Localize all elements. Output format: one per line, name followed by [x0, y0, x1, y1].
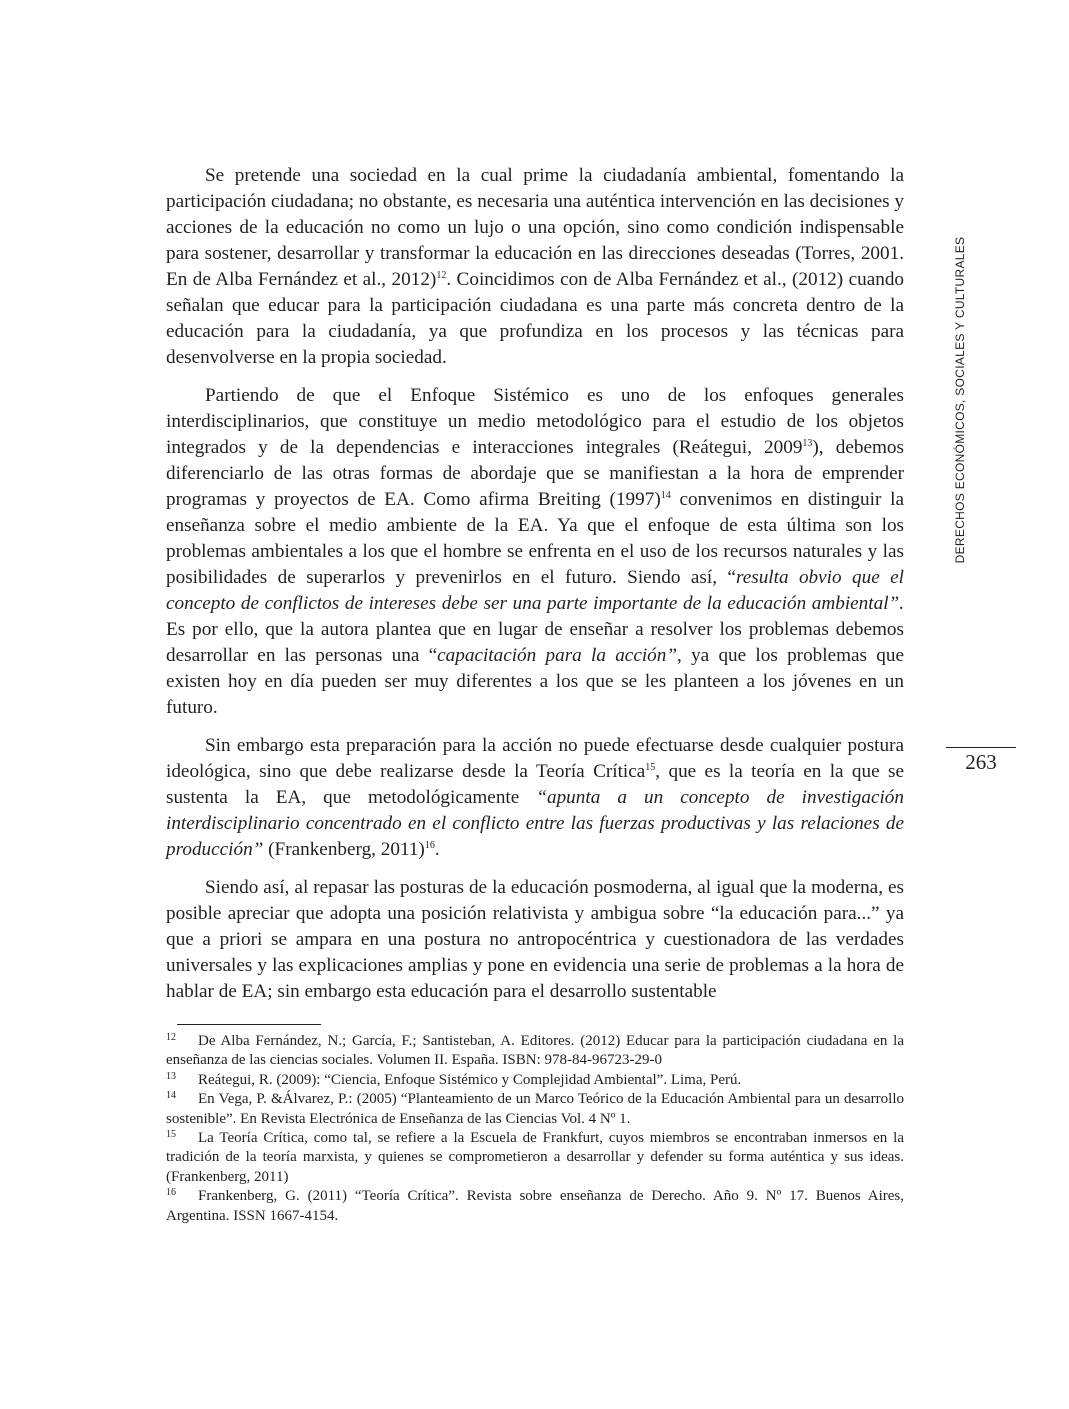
footnote-text: En Vega, P. &Álvarez, P.: (2005) “Planteamiento de un Marco Teórico de la Educación Ambiental para un desarrollo sostenible”. En Revista Electrónica de Enseñanza de las Ciencias Vol. 4 Nº 1. — [166, 1091, 904, 1127]
footnote-divider — [177, 1024, 321, 1025]
footnote-ref-15[interactable]: 15 — [645, 762, 656, 773]
paragraph-1 — [166, 163, 904, 371]
paragraph-text: Sin embargo esta preparación para la acción no puede efectuarse desde cualquier postura ideológica, sino que debe realizarse desde la Teoría Crítica — [166, 735, 904, 782]
paragraph-4 — [166, 875, 904, 1005]
italic-quote: “apunta a un concepto de investigación interdisciplinario concentrado en el conflicto entre las fuerzas productivas y las relaciones de producción” — [166, 787, 904, 860]
footnote-text: Reátegui, R. (2009): “Ciencia, Enfoque Sistémico y Complejidad Ambiental”. Lima, Perú. — [198, 1071, 742, 1088]
footnote-ref-12[interactable]: 12 — [436, 270, 447, 281]
footnote-ref-14[interactable]: 14 — [660, 490, 671, 501]
paragraph-text: Siendo así, al repasar las posturas de la educación posmoderna, al igual que la moderna, es posible apreciar que adopta una posición relativista y ambigua sobre “la educación para...” ya que a priori se ampara en una postura no antropocéntrica y cuestionadora de las verdades universales y las explicaciones amplias y pone en evidencia una serie de problemas a la hora de hablar de EA; sin embargo esta educación para el desarrollo sustentable — [166, 877, 904, 1002]
paragraph-text: Se pretende una sociedad en la cual prime la ciudadanía ambiental, fomentando la participación ciudadana; no obstante, es necesaria una auténtica intervención en las decisiones y acciones de la educación no como un lujo o una opción, sino como condición indispensable para sostener, desarrollar y transformar la educación en las direcciones deseadas (Torres, 2001. En de Alba Fernández et al., 2012) — [166, 165, 904, 290]
paragraph-3 — [166, 733, 904, 863]
body-text — [166, 163, 904, 1017]
footnote-text: Frankenberg, G. (2011) “Teoría Crítica”. Revista sobre enseñanza de Derecho. Año 9. Nº 17. Buenos Aires, Argentina. ISSN 1667-4154. — [166, 1188, 904, 1224]
footnotes — [166, 1032, 904, 1226]
footnote-15: 15 La Teoría Crítica, como tal, se refiere a la Escuela de Frankfurt, cuyos miembros se encontraban inmersos en la tradición de la teoría marxista, y quienes se comprometieron a desarrollar y defender su forma auténtica y sus ideas. (Frankenberg, 2011) — [166, 1129, 904, 1185]
footnote-text: De Alba Fernández, N.; García, F.; Santisteban, A. Editores. (2012) Educar para la participación ciudadana en la enseñanza de las ciencias sociales. Volumen II. España. ISBN: 978-84-96723-29-0 — [166, 1033, 904, 1069]
paragraph-2 — [166, 383, 904, 721]
footnote-16: 16 Frankenberg, G. (2011) “Teoría Crítica”. Revista sobre enseñanza de Derecho. Año 9. Nº 17. Buenos Aires, Argentina. ISSN 1667-4154. — [166, 1187, 904, 1224]
footnote-13: 13 Reátegui, R. (2009): “Ciencia, Enfoque Sistémico y Complejidad Ambiental”. Lima, Perú. — [166, 1070, 742, 1088]
italic-quote: resulta obvio que el concepto de conflictos de intereses debe ser una parte importante de la educación ambiental”. — [166, 567, 904, 614]
paragraph-text: convenimos en distinguir la enseñanza sobre el medio ambiente de la EA. Ya que el enfoque de esta última son los problemas ambientales a los que el hombre se enfrenta en el uso de los recursos naturales y las posibilidades de superarlos y prevenirlos en el futuro. Siendo así, “ — [166, 489, 904, 588]
paragraph-text: , que es la teoría en la que se sustenta la EA, que metodológicamente — [166, 761, 904, 808]
paragraph-text: . — [434, 839, 440, 860]
italic-quote: capacitación para la acción” — [437, 645, 678, 666]
footnote-text: La Teoría Crítica, como tal, se refiere a la Escuela de Frankfurt, cuyos miembros se encontraban inmersos en la tradición de la teoría marxista, y quienes se comprometieron a desarrollar y defender su forma auténtica y sus ideas. (Frankenberg, 2011) — [166, 1130, 904, 1185]
paragraph-text: Es por ello, que la autora plantea que en lugar de enseñar a resolver los problemas debemos desarrollar en las personas una “ — [166, 619, 904, 666]
paragraph-text: , ya que los problemas que existen hoy en día pueden ser muy diferentes a los que se les planteen a los jóvenes en un futuro. — [166, 645, 904, 718]
page-number: 263 — [946, 747, 1016, 774]
paragraph-text: Partiendo de que el Enfoque Sistémico es uno de los enfoques generales interdisciplinarios, que constituye un medio metodológico para el estudio de los objetos integrados y de la dependencias e interacciones integrales (Reátegui, 2009 — [166, 385, 904, 458]
footnote-ref-16[interactable]: 16 — [424, 840, 435, 851]
section-side-label: DERECHOS ECONÓMICOS, SOCIALES Y CULTURALES — [953, 236, 967, 564]
paragraph-text: . Coincidimos con de Alba Fernández et al., (2012) cuando señalan que educar para la participación ciudadana es una parte más concreta dentro de la educación para la ciudadanía, ya que profundiza en los procesos y las técnicas para desenvolverse en la propia sociedad. — [166, 269, 905, 368]
footnote-14: 14 En Vega, P. &Álvarez, P.: (2005) “Planteamiento de un Marco Teórico de la Educación Ambiental para un desarrollo sostenible”. En Revista Electrónica de Enseñanza de las Ciencias Vol. 4 Nº 1. — [166, 1090, 904, 1127]
footnote-ref-13[interactable]: 13 — [802, 438, 813, 449]
paragraph-text: ), debemos diferenciarlo de las otras formas de abordaje que se manifiestan a la hora de emprender programas y proyectos de EA. Como afirma Breiting (1997) — [166, 437, 904, 510]
footnote-12: 12 De Alba Fernández, N.; García, F.; Santisteban, A. Editores. (2012) Educar para la participación ciudadana en la enseñanza de las ciencias sociales. Volumen II. España. ISBN: 978-84-96723-29-0 — [166, 1032, 904, 1069]
paragraph-text: (Frankenberg, 2011) — [263, 839, 425, 860]
